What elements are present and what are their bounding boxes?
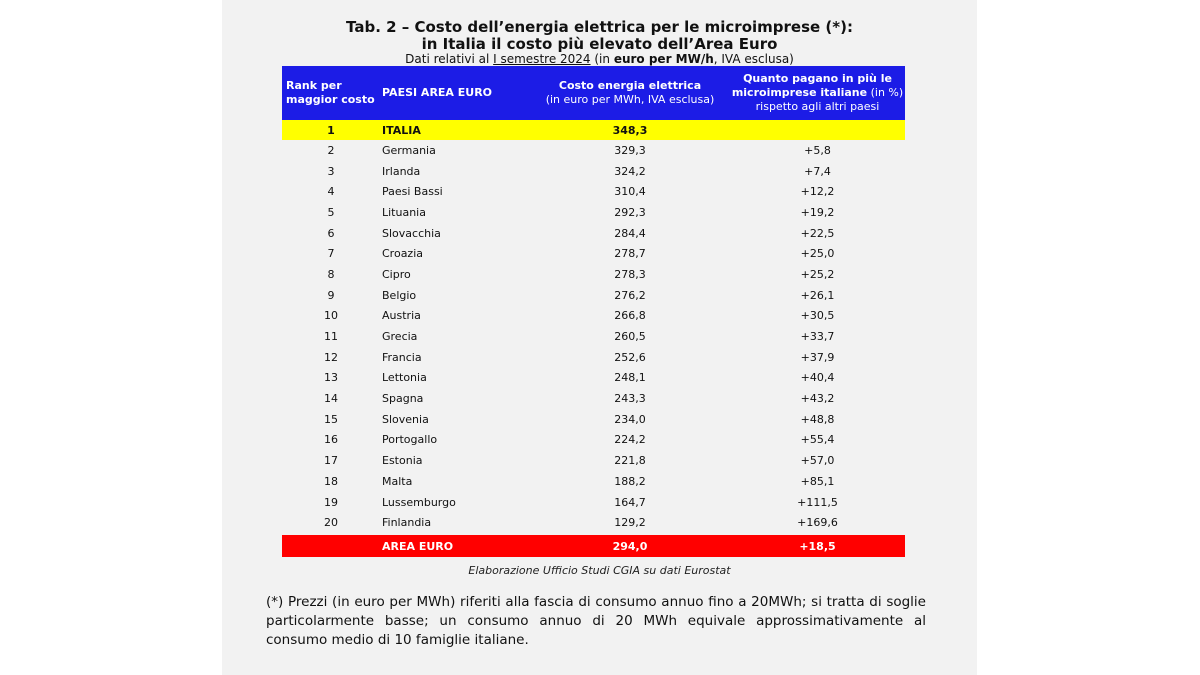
cell-diff: +22,5: [800, 226, 835, 240]
cell-rank: 13: [324, 371, 338, 385]
cell-rank: 16: [324, 433, 338, 447]
cell-rank: 10: [324, 309, 338, 323]
table-row: [282, 243, 905, 264]
cell-rank: 6: [327, 226, 335, 240]
cell-country: Francia: [382, 350, 422, 364]
header-cost: [530, 66, 730, 120]
table-row-area-euro: [282, 535, 905, 557]
cell-cost: 188,2: [614, 474, 646, 488]
cell-diff: +25,0: [800, 247, 835, 261]
table-row: [282, 368, 905, 389]
cell-cost: 129,2: [614, 516, 646, 530]
header-rank-line1: Rank per: [286, 79, 342, 92]
header-diff-line2: [732, 86, 903, 100]
table-subtitle: [222, 52, 977, 66]
cell-rank: 4: [327, 185, 335, 199]
header-cost-line1: Costo energia elettrica: [558, 79, 702, 92]
table-row: [282, 409, 905, 430]
header-rank-line2: maggior costo: [286, 93, 375, 106]
cell-diff: +30,5: [800, 309, 835, 323]
cell-rank: 8: [327, 267, 335, 281]
cell-country: Cipro: [382, 267, 411, 281]
cell-country: Grecia: [382, 330, 418, 344]
cell-rank: 14: [324, 392, 338, 406]
cell-diff: +40,4: [800, 371, 835, 385]
cell-cost: 221,8: [614, 454, 646, 468]
table-row: [282, 388, 905, 409]
table-row: [282, 306, 905, 327]
cell-cost: 234,0: [614, 412, 646, 426]
cell-country: Germania: [382, 143, 436, 157]
cell-rank: 17: [324, 454, 338, 468]
cell-cost: 348,3: [612, 123, 648, 137]
cell-diff: +48,8: [800, 412, 835, 426]
table-row: [282, 512, 905, 533]
cell-country: Slovenia: [382, 412, 429, 426]
cell-cost: 324,2: [614, 164, 646, 178]
table-row: [282, 202, 905, 223]
cell-rank: 2: [327, 143, 335, 157]
header-cost-line2: (in euro per MWh, IVA esclusa): [545, 93, 715, 106]
header-diff-line1: Quanto pagano in più le: [743, 72, 892, 85]
subtitle-pre: Dati relativi al: [405, 52, 494, 66]
cell-country: Spagna: [382, 392, 424, 406]
cell-country: Estonia: [382, 454, 423, 468]
cell-country: Lituania: [382, 205, 426, 219]
cell-country: Slovacchia: [382, 226, 441, 240]
cell-cost: 278,3: [614, 267, 646, 281]
document-page: [222, 0, 977, 675]
cell-country: Finlandia: [382, 516, 432, 530]
cell-cost: 329,3: [614, 143, 646, 157]
cell-cost: 164,7: [614, 495, 646, 509]
cell-rank: 9: [327, 288, 335, 302]
cell-rank: 19: [324, 495, 338, 509]
cell-cost: 276,2: [614, 288, 646, 302]
cell-cost: 292,3: [614, 205, 646, 219]
cell-country: ITALIA: [382, 123, 421, 137]
cell-cost: 248,1: [614, 371, 646, 385]
subtitle-mid: (in: [590, 52, 614, 66]
table-row: [282, 492, 905, 513]
header-country: [380, 66, 530, 120]
cell-country: Croazia: [382, 247, 424, 261]
cell-rank: 18: [324, 474, 338, 488]
cell-diff: +169,6: [797, 516, 838, 530]
cell-diff: +43,2: [800, 392, 835, 406]
cell-diff: +33,7: [800, 330, 835, 344]
cell-cost: 224,2: [614, 433, 646, 447]
cell-cost: 260,5: [614, 330, 646, 344]
cell-country: Austria: [382, 309, 421, 323]
cell-cost: 243,3: [614, 392, 646, 406]
cell-rank: 7: [327, 247, 335, 261]
cell-rank: 20: [324, 516, 338, 530]
table-row: [282, 471, 905, 492]
table-row: [282, 326, 905, 347]
header-diff-line2-bold: microimprese italiane: [731, 86, 868, 99]
cell-cost: 266,8: [614, 309, 646, 323]
table-body: [282, 140, 905, 533]
cell-country: Malta: [382, 474, 413, 488]
cell-rank: 1: [327, 123, 335, 137]
cell-country: AREA EURO: [382, 539, 454, 553]
cell-diff: +12,2: [800, 185, 835, 199]
cell-diff: +57,0: [800, 454, 835, 468]
cell-rank: 5: [327, 205, 335, 219]
cell-diff: +7,4: [804, 164, 831, 178]
footnote: (*) Prezzi (in euro per MWh) riferiti alla fascia di consumo annuo fino a 20MWh; si tratta di soglie particolarmente basse; un consumo annuo di 20 MWh equivale approssimativamente al consumo medio di 10 famiglie italiane.: [266, 594, 926, 648]
cell-rank: 3: [327, 164, 335, 178]
table-row: [282, 285, 905, 306]
table-row: [282, 181, 905, 202]
header-diff: [730, 66, 905, 120]
cell-diff: +19,2: [800, 205, 835, 219]
table-row: [282, 161, 905, 182]
table-row: [282, 450, 905, 471]
cell-rank: 15: [324, 412, 338, 426]
cell-country: Lussemburgo: [382, 495, 456, 509]
cell-country: Belgio: [382, 288, 417, 302]
cell-diff: +85,1: [800, 474, 835, 488]
cell-diff: +111,5: [797, 495, 838, 509]
cell-diff: +18,5: [799, 539, 836, 553]
table-row: [282, 264, 905, 285]
cell-diff: +5,8: [804, 143, 831, 157]
table-header: [282, 66, 905, 120]
cell-country: Paesi Bassi: [382, 185, 443, 199]
cell-cost: 310,4: [614, 185, 646, 199]
table-title-line2: in Italia il costo più elevato dell’Area Euro: [421, 35, 778, 53]
subtitle-period: I semestre 2024: [493, 52, 591, 66]
table-title-line1: Tab. 2 – Costo dell’energia elettrica per le microimprese (*):: [346, 18, 853, 36]
cell-country: Lettonia: [382, 371, 427, 385]
cell-cost: 284,4: [614, 226, 646, 240]
table-row: [282, 430, 905, 451]
subtitle-unit: euro per MW/h: [613, 52, 714, 66]
cell-diff: +26,1: [800, 288, 835, 302]
cell-cost: 252,6: [614, 350, 646, 364]
cell-cost: 278,7: [614, 247, 646, 261]
cell-diff: +25,2: [800, 267, 835, 281]
cell-rank: 11: [324, 330, 338, 344]
header-rank: [282, 66, 380, 120]
table-row-italia: [282, 120, 905, 140]
cell-country: Irlanda: [382, 164, 421, 178]
cell-diff: +37,9: [800, 350, 835, 364]
cost-table: [282, 66, 905, 557]
table-row: [282, 223, 905, 244]
cell-country: Portogallo: [382, 433, 438, 447]
header-diff-line3: rispetto agli altri paesi: [755, 100, 880, 113]
header-diff-line2-rest: (in %): [867, 86, 904, 99]
cell-diff: +55,4: [800, 433, 835, 447]
source-note: Elaborazione Ufficio Studi CGIA su dati Eurostat: [468, 564, 731, 577]
cell-rank: 12: [324, 350, 338, 364]
header-country-label: PAESI AREA EURO: [382, 86, 493, 99]
table-row: [282, 347, 905, 368]
cell-cost: 294,0: [612, 539, 648, 553]
table-row: [282, 140, 905, 161]
subtitle-post: , IVA esclusa): [713, 52, 794, 66]
